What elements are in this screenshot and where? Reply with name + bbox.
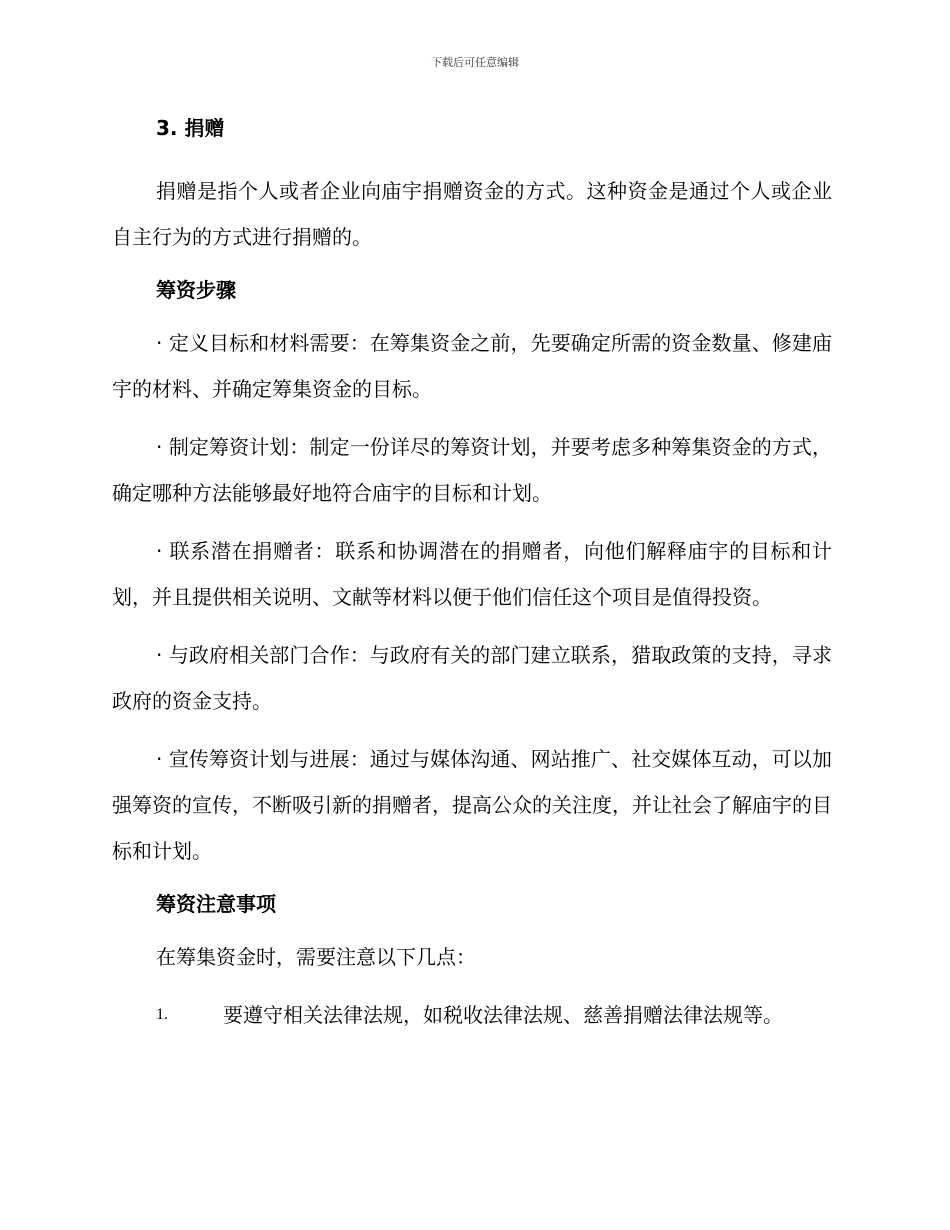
section-title: 3. 捐赠 — [156, 116, 225, 140]
step-paragraph: · 定义目标和材料需要：在筹集资金之前，先要确定所需的资金数量、修建庙宇的材料、并确定筹集资金的目标。 — [112, 331, 832, 401]
step-paragraph: · 宣传筹资计划与进展：通过与媒体沟通、网站推广、社交媒体互动，可以加强筹资的宣传，不断吸引新的捐赠者，提高公众的关注度，并让社会了解庙宇的目标和计划。 — [112, 747, 832, 863]
list-item-number: 1. — [156, 1006, 168, 1023]
notes-heading: 筹资注意事项 — [156, 892, 276, 916]
step-paragraph: · 制定筹资计划：制定一份详尽的筹资计划，并要考虑多种筹集资金的方式，确定哪种方法能够最好地符合庙宇的目标和计划。 — [112, 435, 832, 505]
section-intro-paragraph: 捐赠是指个人或者企业向庙宇捐赠资金的方式。这种资金是通过个人或企业自主行为的方式进行捐赠的。 — [112, 179, 832, 249]
list-item-text: 要遵守相关法律法规，如税收法律法规、慈善捐赠法律法规等。 — [223, 1003, 783, 1027]
document-body — [112, 110, 832, 1038]
page-header-note: 下载后可任意编辑 — [431, 56, 519, 69]
steps-heading: 筹资步骤 — [156, 278, 236, 302]
step-paragraph: · 联系潜在捐赠者：联系和协调潜在的捐赠者，向他们解释庙宇的目标和计划，并且提供相关说明、文献等材料以便于他们信任这个项目是值得投资。 — [112, 539, 832, 609]
numbered-list-item — [156, 992, 832, 1038]
notes-intro-paragraph: 在筹集资金时，需要注意以下几点： — [156, 945, 476, 969]
step-paragraph: · 与政府相关部门合作：与政府有关的部门建立联系，猎取政策的支持，寻求政府的资金支持。 — [112, 643, 832, 713]
